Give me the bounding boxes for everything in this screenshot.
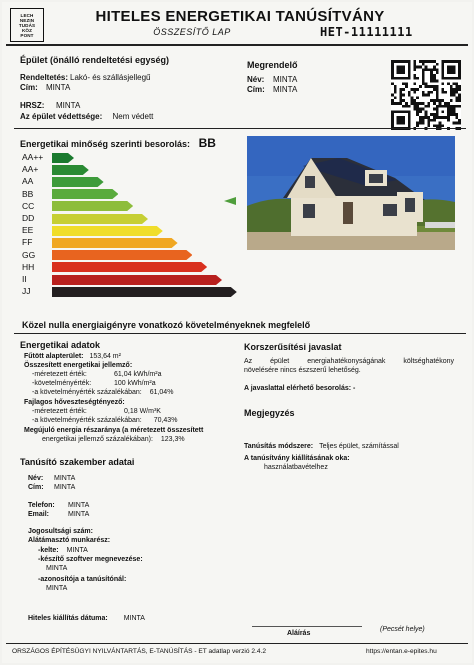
client-name-row: Név: MINTA — [247, 75, 298, 84]
energy-class-label: GG — [22, 249, 36, 260]
energy-class-label: JJ — [22, 286, 31, 297]
document-title: HITELES ENERGETIKAI TANÚSÍTVÁNY — [95, 8, 385, 25]
certificate-page — [2, 2, 472, 663]
client-heading: Megrendelő — [247, 60, 298, 70]
energy-class-bar — [52, 238, 178, 248]
expert-phone-row: Telefon: MINTA — [28, 502, 90, 509]
registry-url[interactable]: https://entan.e-epites.hu — [366, 648, 437, 655]
energy-class-bar — [52, 226, 163, 236]
issue-date-row: Hiteles kiállítás dátuma: MINTA — [28, 615, 145, 622]
building-address-row: Cím: MINTA — [20, 83, 71, 92]
issue-reason-value: használatbavételhez — [264, 464, 328, 471]
rating-pointer-icon — [224, 197, 236, 205]
building-heading: Épület (önálló rendeltetési egység) — [20, 55, 170, 65]
energy-class-label: AA — [22, 176, 34, 187]
energy-class-label: AA+ — [22, 164, 39, 175]
license-label: Jogosultsági szám: — [28, 528, 93, 535]
lechner-logo: LECH NEZIN TUDÁS KÖZ PONT — [10, 8, 44, 42]
energy-class-bar — [52, 275, 222, 285]
signature-label: Aláírás — [287, 630, 311, 637]
heat-loss-label: Fajlagos hőveszteségtényező: — [24, 399, 125, 406]
notes-heading: Megjegyzés — [244, 408, 295, 418]
building-use-row: Rendeltetés: Lakó- és szállásjellegű — [20, 73, 151, 82]
header-divider — [6, 44, 468, 46]
expert-heading: Tanúsító szakember adatai — [20, 457, 135, 467]
document-subtitle: ÖSSZESÍTŐ LAP — [153, 27, 231, 37]
energy-class-bar — [52, 250, 192, 260]
energy-class-label: CC — [22, 200, 35, 211]
energy-class-label: AA++ — [22, 152, 44, 162]
software-value: MINTA — [46, 565, 68, 572]
nzeb-statement: Közel nulla energiaigényre vonatkozó követelményeknek megfelelő — [22, 320, 311, 330]
energy-class-bar — [52, 165, 89, 175]
renewable-row: energetikai jellemző százalékában): 123,3% — [42, 436, 185, 443]
client-address-row: Cím: MINTA — [247, 85, 298, 94]
rating-value: BB — [198, 136, 216, 150]
building-hrsz-row: HRSZ: MINTA — [20, 101, 81, 110]
energy-class-label: HH — [22, 261, 35, 272]
energy-class-bar — [52, 177, 104, 187]
software-label: -készítő szoftver megnevezése: — [38, 556, 143, 563]
qr-code — [391, 60, 461, 130]
stamp-placeholder: (Pecsét helye) — [380, 626, 425, 633]
total-energy-label: Összesített energetikai jellemző: — [24, 362, 133, 369]
energy-class-bar — [52, 153, 74, 163]
energy-class-bar — [52, 189, 118, 199]
signature-line — [252, 626, 362, 627]
energy-class-label: BB — [22, 188, 34, 199]
energy-class-label: DD — [22, 213, 35, 223]
method-row: Tanúsítás módszere: Teljes épület, számítással — [244, 443, 399, 450]
expert-email-row: Email: MINTA — [28, 511, 90, 518]
identifier-value: MINTA — [46, 585, 68, 592]
energy-class-bar — [52, 214, 148, 224]
section-divider-2 — [14, 333, 466, 334]
identifier-label: -azonosítója a tanúsítónál: — [38, 576, 127, 583]
reachable-class: A javaslattal elérhető besorolás: - — [244, 385, 356, 392]
certificate-id: HET-11111111 — [320, 25, 413, 39]
upgrade-text-2: növelésére nincs észszerű lehetőség. — [244, 367, 361, 374]
registry-footer: ORSZÁGOS ÉPÍTÉSÜGYI NYILVÁNTARTÁS, E-TANÚSÍTÁS - ET adatlap verzió 2.4.2 — [12, 648, 267, 655]
req-value-row: -követelményérték: 100 kWh/m²a — [32, 380, 156, 387]
renewable-label-1: Megújuló energia részaránya (a méretezett összesített — [24, 427, 204, 434]
energy-class-label: FF — [22, 237, 33, 248]
section-divider-1 — [14, 128, 466, 129]
building-protection-row: Az épület védettsége: Nem védett — [20, 112, 154, 121]
upgrade-text-1: Az épület energiahatékonyságának költséghatékony — [244, 358, 454, 365]
pct-value-row: -a követelményérték százalékában: 61,04% — [32, 389, 174, 396]
energy-class-bar — [52, 287, 237, 297]
heat-loss-pct-row: -a követelményérték százalékában: 70,43% — [32, 417, 178, 424]
docs-label: Alátámasztó munkarész: — [28, 537, 111, 544]
expert-name-row: Név: MINTA — [28, 475, 76, 482]
energy-class-bar — [52, 262, 207, 272]
issue-reason-label: A tanúsítvány kiállításának oka: — [244, 455, 350, 462]
footer-divider — [6, 643, 468, 644]
building-photo — [247, 136, 455, 250]
heat-loss-calc-row: -méretezett érték: 0,18 W/m³K — [32, 408, 161, 415]
energy-heading: Energetikai adatok — [20, 340, 101, 350]
upgrade-heading: Korszerűsítési javaslat — [244, 342, 342, 352]
rating-heading: Energetikai minőség szerinti besorolás: BB — [20, 136, 216, 150]
calc-value-row: -méretezett érték: 61,04 kWh/m²a — [32, 371, 162, 378]
energy-class-bar — [52, 201, 133, 211]
energy-class-label: II — [22, 274, 27, 284]
expert-address-row: Cím: MINTA — [28, 484, 76, 491]
docs-date-row: -kelte: MINTA — [38, 547, 88, 554]
energy-class-label: EE — [22, 225, 34, 236]
floor-area-row: Fűtött alapterület: 153,64 m² — [24, 353, 121, 360]
